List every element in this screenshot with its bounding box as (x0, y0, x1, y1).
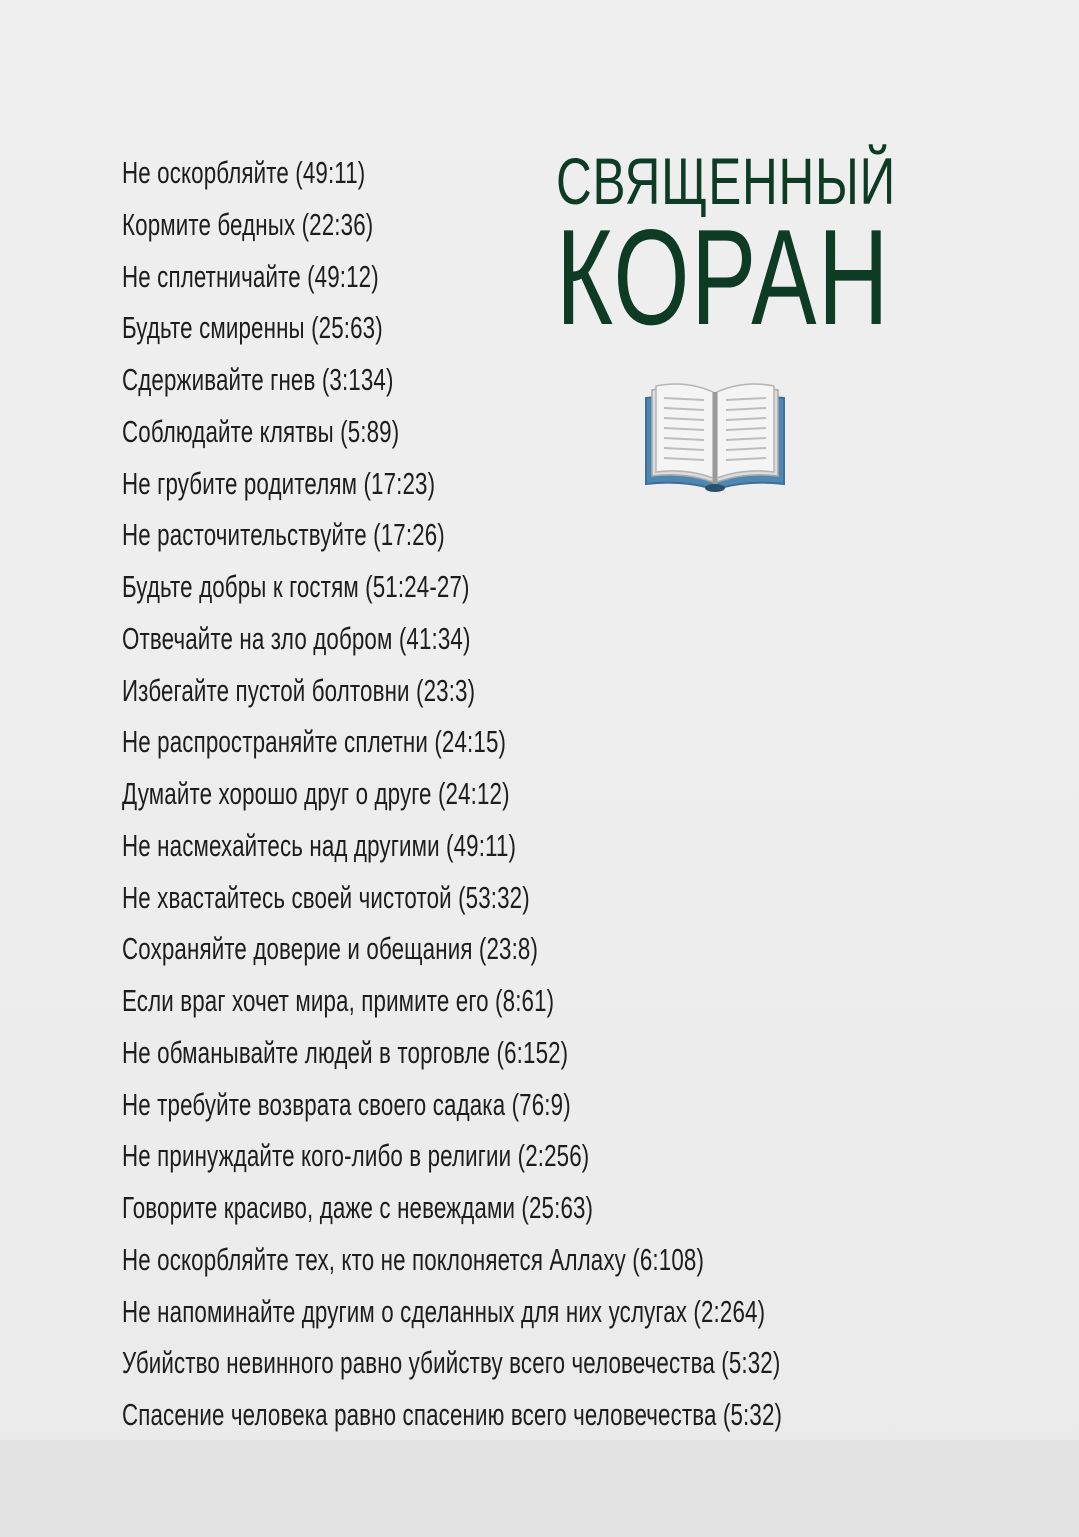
rule-item: Будьте добры к гостям (51:24-27) (122, 569, 470, 604)
rule-item: Избегайте пустой болтовни (23:3) (122, 672, 476, 708)
rule-item: Будьте смиренны (25:63) (122, 310, 383, 346)
rule-item: Не обманывайте людей в торговле (6:152) (122, 1034, 569, 1070)
title-line-1: СВЯЩЕННЫЙ (556, 144, 896, 218)
rule-item: Соблюдайте клятвы (5:89) (122, 413, 400, 449)
rule-item: Не сплетничайте (49:12) (122, 258, 379, 294)
rule-item: Кормите бедных (22:36) (122, 206, 374, 242)
rule-item: Отвечайте на зло добром (41:34) (122, 620, 471, 656)
rule-item: Не распространяйте сплетни (24:15) (122, 724, 507, 760)
rule-item: Не оскорбляйте (49:11) (122, 155, 366, 190)
title-line-2: КОРАН (556, 201, 891, 353)
rule-item: Не принуждайте кого-либо в религии (2:256) (122, 1138, 590, 1174)
rule-item: Сдерживайте гнев (3:134) (122, 362, 394, 397)
rule-item: Спасение человека равно спасению всего человечества (5:32) (122, 1397, 783, 1432)
bottom-band (0, 1440, 1079, 1537)
title-block (556, 144, 896, 353)
rule-item: Не требуйте возврата своего садака (76:9) (122, 1086, 571, 1122)
rule-item: Не расточительствуйте (17:26) (122, 517, 445, 553)
rule-item: Не грубите родителям (17:23) (122, 465, 436, 501)
rule-item: Говорите красиво, даже с невеждами (25:63) (122, 1190, 594, 1225)
rule-item: Если враг хочет мира, примите его (8:61) (122, 983, 555, 1018)
rule-item: Не напоминайте другим о сделанных для них услугах (2:264) (122, 1293, 766, 1329)
rule-item: Не оскорбляйте тех, кто не поклоняется Аллаху (6:108) (122, 1241, 705, 1277)
rule-item: Сохраняйте доверие и обещания (23:8) (122, 931, 539, 967)
open-book-icon (640, 376, 790, 496)
rule-item: Не хвастайтесь своей чистотой (53:32) (122, 879, 530, 915)
rule-item: Убийство невинного равно убийству всего человечества (5:32) (122, 1345, 781, 1381)
rule-item: Не насмехайтесь над другими (49:11) (122, 827, 517, 863)
rule-item: Думайте хорошо друг о друге (24:12) (122, 776, 510, 811)
